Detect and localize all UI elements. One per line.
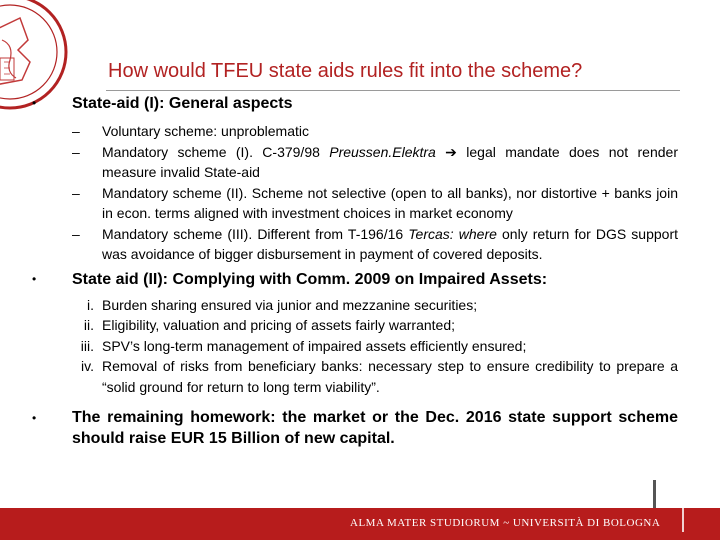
section-heading-text: The remaining homework: the market or the Dec. 2016 state support scheme should raise EUR 15 Billion of new capital. — [72, 409, 678, 447]
dash-marker: – — [72, 143, 80, 160]
arrow-icon: ➔ — [435, 143, 467, 160]
list-item-text: only return for DGS support was avoidance of bigger disbursement in payment of covered deposits. — [102, 225, 678, 262]
list-item-text: Mandatory scheme (III). Different from T-196/16 — [102, 225, 409, 242]
list-item — [28, 183, 678, 224]
roman-marker: iii. — [80, 337, 94, 354]
list-item-text: Voluntary scheme: unproblematic — [102, 123, 309, 139]
section-remaining-homework — [28, 407, 678, 449]
dash-marker: – — [72, 123, 80, 139]
case-name: Preussen.Elektra — [329, 143, 436, 160]
section-state-aid-impaired-assets — [28, 271, 678, 398]
case-name: Tercas: where — [408, 225, 497, 242]
bullet: • — [32, 96, 37, 110]
list-item-text: Eligibility, valuation and pricing of assets fairly warranted; — [102, 317, 456, 333]
section-heading-text: State-aid (I): General aspects — [72, 95, 293, 112]
university-seal-logo — [0, 0, 80, 110]
section-heading — [28, 407, 678, 449]
title-divider — [106, 90, 680, 91]
bullet: • — [32, 411, 37, 425]
list-item-text: Mandatory scheme (I). C-379/98 — [102, 143, 330, 160]
list-item-text: Burden sharing ensured via junior and mezzanine securities; — [102, 296, 478, 313]
dash-marker: – — [72, 225, 80, 242]
dash-marker: – — [72, 184, 80, 201]
roman-marker: iv. — [81, 358, 94, 374]
roman-marker: ii. — [83, 317, 94, 333]
list-item-text: legal mandate does not render measure invalid State-aid — [102, 143, 678, 180]
section-state-aid-general — [28, 95, 678, 265]
section-heading-text: State aid (II): Complying with Comm. 2009 on Impaired Assets: — [72, 270, 548, 288]
list-item — [28, 315, 678, 336]
list-item — [28, 121, 678, 142]
section-heading — [28, 95, 678, 113]
section-heading — [28, 271, 678, 289]
slide-title: How would TFEU state aids rules fit into the scheme? — [108, 60, 583, 82]
decorative-vertical-bar-footer — [682, 500, 684, 532]
slide-content — [28, 95, 678, 449]
list-item — [28, 295, 678, 316]
bullet: • — [32, 271, 37, 286]
list-item — [28, 224, 678, 265]
list-item-text: Removal of risks from beneficiary banks: necessary step to ensure credibility to prepare a “solid ground for return to long term viability”. — [102, 358, 678, 395]
list-item-text: SPV’s long-term management of impaired assets efficiently ensured; — [102, 337, 527, 354]
list-item-text: Mandatory scheme (II). Scheme not selective (open to all banks), nor distortive + banks join in econ. terms aligned with investment choices in market economy — [102, 184, 678, 221]
footer-university-name: ALMA MATER STUDIORUM ~ UNIVERSITÀ DI BOLOGNA — [350, 517, 661, 529]
list-item — [28, 356, 678, 397]
roman-marker: i. — [87, 296, 94, 313]
list-item — [28, 336, 678, 357]
list-item — [28, 142, 678, 183]
footer-band — [0, 508, 720, 540]
